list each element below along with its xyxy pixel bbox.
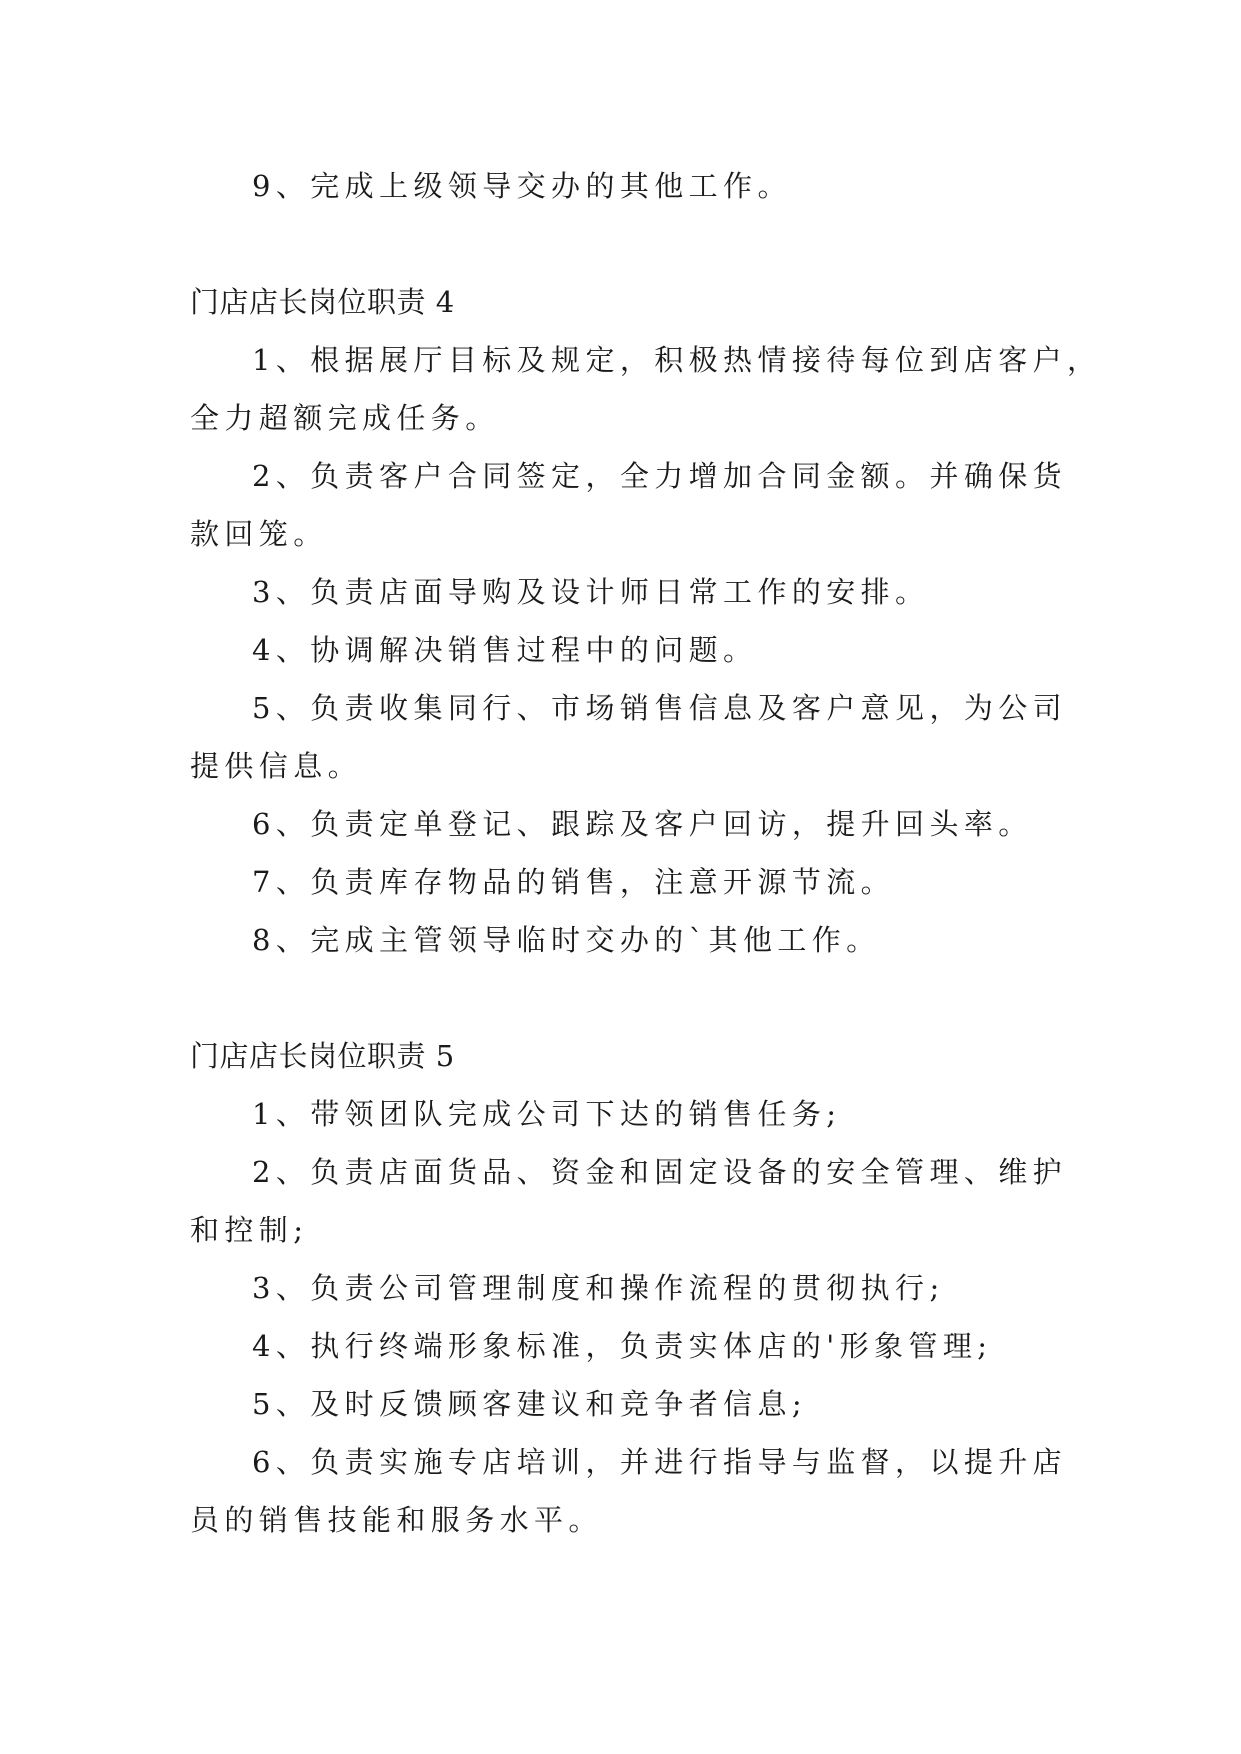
section3-item-9: 9、完成上级领导交办的其他工作。 <box>252 169 792 203</box>
section5-item-6-line-1: 6、负责实施专店培训，并进行指导与监督，以提升店 <box>252 1445 1068 1479</box>
section4-heading: 门店店长岗位职责 4 <box>190 285 455 319</box>
section5-item-3: 3、负责公司管理制度和操作流程的贯彻执行; <box>252 1271 945 1305</box>
section4-item-2-line-2: 款回笼。 <box>190 517 328 551</box>
section4-item-3: 3、负责店面导购及设计师日常工作的安排。 <box>252 575 930 609</box>
section4-item-6: 6、负责定单登记、跟踪及客户回访，提升回头率。 <box>252 807 1033 841</box>
section5-item-1: 1、带领团队完成公司下达的销售任务; <box>252 1097 842 1131</box>
section4-item-4: 4、协调解决销售过程中的问题。 <box>252 633 758 667</box>
section5-item-2-line-2: 和控制; <box>190 1213 309 1247</box>
section5-item-4: 4、执行终端形象标准，负责实体店的'形象管理; <box>252 1329 993 1363</box>
section4-item-1-line-2: 全力超额完成任务。 <box>190 401 500 435</box>
section5-item-6-line-2: 员的销售技能和服务水平。 <box>190 1503 603 1537</box>
section4-item-7: 7、负责库存物品的销售，注意开源节流。 <box>252 865 896 899</box>
section5-heading: 门店店长岗位职责 5 <box>190 1039 455 1073</box>
section4-item-5-line-2: 提供信息。 <box>190 749 363 783</box>
section4-item-5-line-1: 5、负责收集同行、市场销售信息及客户意见，为公司 <box>252 691 1068 725</box>
section5-item-2-line-1: 2、负责店面货品、资金和固定设备的安全管理、维护 <box>252 1155 1068 1189</box>
section4-item-2-line-1: 2、负责客户合同签定，全力增加合同金额。并确保货 <box>252 459 1068 493</box>
section5-item-5: 5、及时反馈顾客建议和竞争者信息; <box>252 1387 808 1421</box>
section4-item-1-line-1: 1、根据展厅目标及规定，积极热情接待每位到店客户， <box>252 343 1102 377</box>
section4-item-8: 8、完成主管领导临时交办的`其他工作。 <box>252 923 881 957</box>
